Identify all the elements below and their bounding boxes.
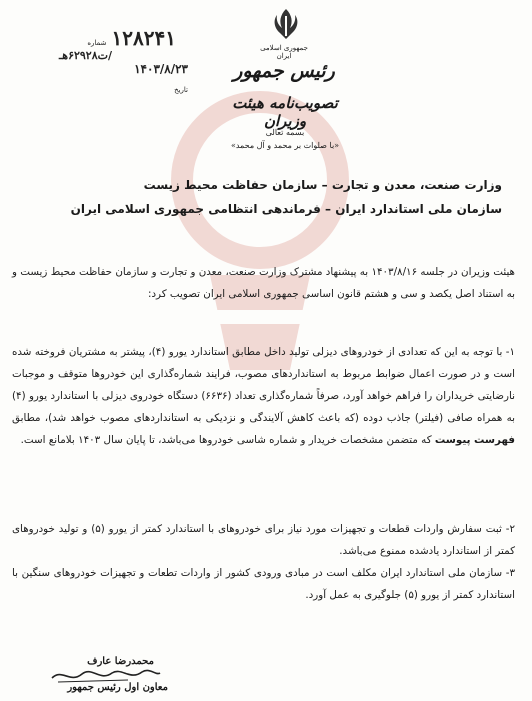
letter-number-value: ۱۲۸۲۴۱ bbox=[111, 26, 176, 50]
letter-ref-value: /ت۶۲۹۲۸هـ bbox=[59, 49, 112, 62]
item-2-paragraph: ۲- ثبت سفارش واردات قطعات و تجهیزات مورد نیاز برای خودروهای با استاندارد کمتر از یورو (۵) و تولید خودروهای کمتر از استاندارد یادشده ممنوع می‌باشد. bbox=[12, 523, 515, 557]
republic-label: جمهوری اسلامی ایران bbox=[260, 44, 308, 60]
recipient-line: سازمان ملی استاندارد ایران – فرماندهی انتظامی جمهوری اسلامی ایران bbox=[70, 202, 502, 216]
intro-paragraph: هیئت وزیران در جلسه ۱۴۰۳/۸/۱۶ به پیشنهاد مشترک وزارت صنعت، معدن و تجارت و سازمان حفاظت محیط زیست و به استناد اصل یکصد و سی و هشتم قانون اساسی جمهوری اسلامی ایران تصویب کرد: bbox=[12, 266, 515, 300]
item-3-paragraph: ۳- سازمان ملی استاندارد ایران مکلف است در مبادی ورودی کشور از واردات تطعات و تجهیزات خودروهای سنگین با استاندارد کمتر از یورو (۵) جلوگیری به عمل آورد. bbox=[12, 567, 515, 601]
item-1-paragraph bbox=[12, 341, 515, 451]
letter-date-value: ۱۴۰۳/۸/۲۳ bbox=[134, 62, 188, 76]
signatory-name: محمدرضا عارف bbox=[87, 656, 154, 667]
item-1-end: که متضمن مشخصات خریدار و شماره شاسی خودروها می‌باشد، تا پایان سال ۱۴۰۳ بلامانع است. bbox=[20, 434, 432, 446]
letter-ref bbox=[0, 44, 112, 63]
letter-number-label: شماره bbox=[87, 39, 107, 47]
salawat: «با صلوات بر محمد و آل محمد» bbox=[230, 141, 340, 150]
item-1-start: ۱- با توجه به این که تعدادی از خودروهای دیزلی تولید داخل مطابق استاندارد یورو (۴)، پیشتر به مشتریان فروخته شده است و در صورت اعمال ضوابط مربوط به استانداردهای مصوب، فرایند شماره‌گذاری این خودروها متوقف و موجبات نارضایتی خریداران را فراهم خواهد آورد، صرفاً شماره‌گذاری تعداد (۶۶۳۶) دستگاه خودروی دیزلی با استاندارد یورو (۴) به همراه صافی (فیلتر) جاذب دوده (که باعث کاهش آلایندگی و نزدیکی به استانداردهای مصوب خواهد شد)، مطابق bbox=[12, 346, 515, 424]
letter-date-label: تاریخ bbox=[174, 86, 188, 94]
letter-date bbox=[118, 58, 188, 96]
item-1-bold: فهرست پیوست bbox=[434, 434, 515, 446]
signatory-title: معاون اول رئیس جمهور bbox=[67, 682, 168, 693]
recipient-line: وزارت صنعت، معدن و تجارت – سازمان حفاظت محیط زیست bbox=[143, 178, 502, 192]
approval-title: تصویب‌نامه هیئت وزیران bbox=[232, 94, 338, 130]
emblem-icon bbox=[268, 6, 304, 42]
basmala: بسمه تعالی bbox=[265, 128, 305, 137]
president-title: رئیس جمهور bbox=[233, 60, 335, 82]
